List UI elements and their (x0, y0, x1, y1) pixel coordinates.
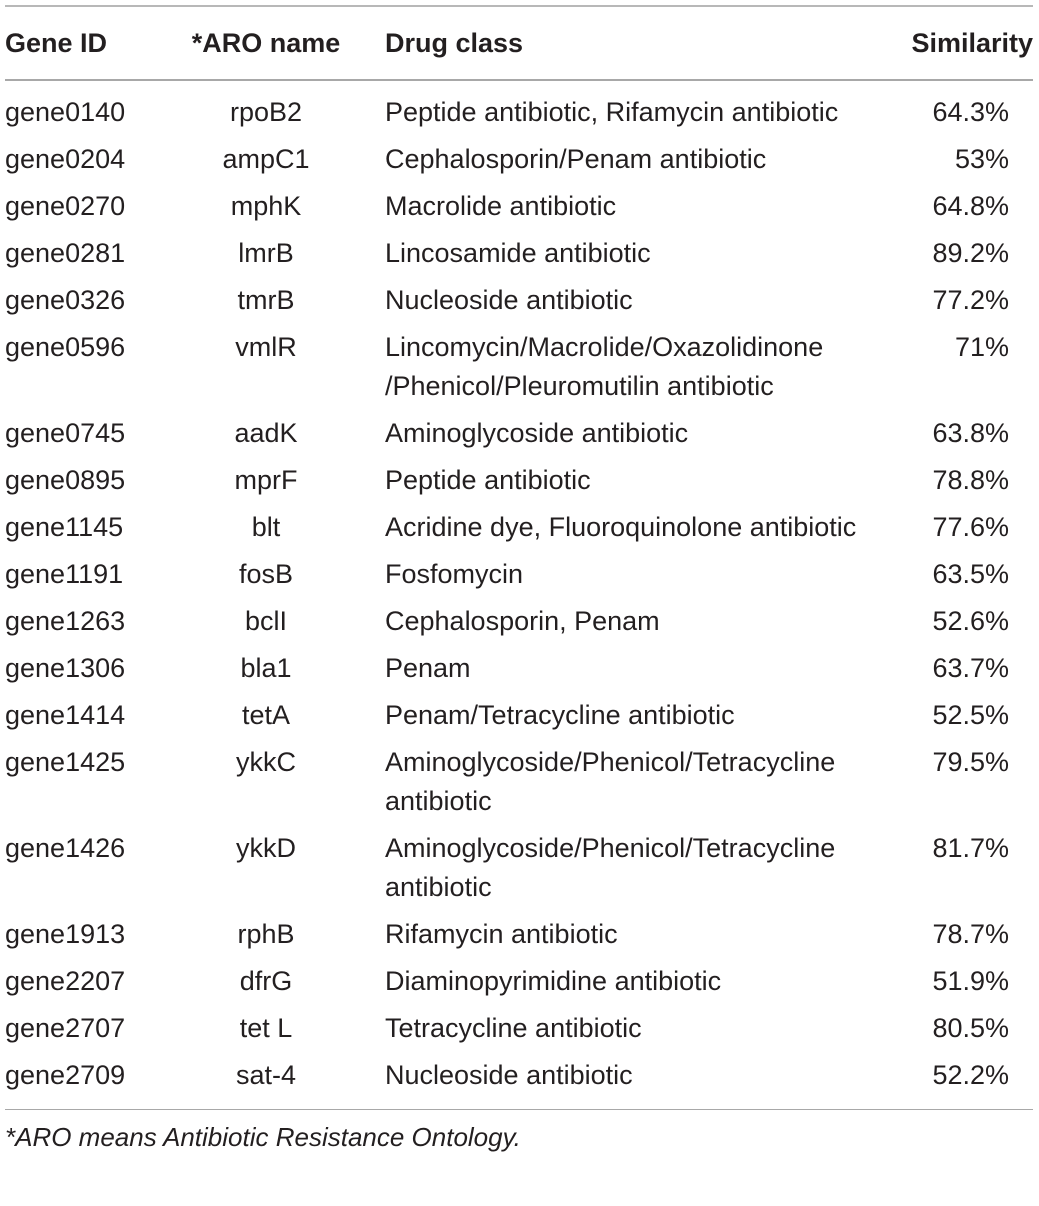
cell-drug-class: Rifamycin antibiotic (385, 918, 618, 949)
table-row (5, 461, 1033, 508)
cell-gene-id: gene1145 (5, 511, 124, 542)
cell-gene-id: gene0270 (5, 190, 126, 221)
cell-similarity: 79.5% (932, 746, 1009, 777)
cell-similarity: 52.6% (932, 605, 1009, 636)
cell-aro-name: tetA (241, 699, 291, 730)
cell-aro-name: tet L (239, 1012, 293, 1043)
cell-gene-id: gene1414 (5, 699, 126, 730)
cell-similarity: 71% (954, 331, 1009, 362)
cell-drug-class: Penam (385, 652, 471, 683)
cell-aro-name: sat-4 (235, 1059, 297, 1090)
cell-aro-name: bclI (244, 605, 288, 636)
cell-drug-class: Diaminopyrimidine antibiotic (385, 965, 722, 996)
table-row (5, 187, 1033, 234)
table-row (5, 1009, 1033, 1056)
header-drug-class: Drug class (385, 27, 524, 58)
cell-gene-id: gene2207 (5, 965, 126, 996)
cell-similarity: 89.2% (932, 237, 1009, 268)
table-row (5, 743, 1033, 829)
cell-drug-class: Lincomycin/Macrolide/Oxazolidinone /Phenicol/Pleuromutilin antibiotic (385, 331, 824, 401)
table-row (5, 414, 1033, 461)
cell-drug-class: Penam/Tetracycline antibiotic (385, 699, 735, 730)
cell-aro-name: ykkC (236, 746, 296, 777)
table-row (5, 555, 1033, 602)
cell-similarity: 51.9% (932, 965, 1009, 996)
cell-similarity: 78.8% (932, 464, 1009, 495)
cell-drug-class: Aminoglycoside antibiotic (385, 417, 689, 448)
table-row (5, 328, 1033, 414)
cell-drug-class: Cephalosporin, Penam (385, 605, 660, 636)
cell-similarity: 52.2% (932, 1059, 1009, 1090)
table-row (5, 649, 1033, 696)
cell-gene-id: gene1263 (5, 605, 126, 636)
cell-aro-name: rphB (237, 918, 295, 949)
table-header (5, 7, 1033, 79)
table-container (5, 5, 1033, 1156)
table-body (5, 79, 1033, 1109)
cell-similarity: 80.5% (932, 1012, 1009, 1043)
header-similarity: Similarity (911, 27, 1033, 58)
cell-gene-id: gene0140 (5, 96, 126, 127)
table-row (5, 696, 1033, 743)
cell-drug-class: Fosfomycin (385, 558, 524, 589)
table-footnote: *ARO means Antibiotic Resistance Ontology. (5, 1122, 521, 1152)
cell-gene-id: gene1913 (5, 918, 126, 949)
cell-aro-name: mphK (230, 190, 302, 221)
cell-aro-name: lmrB (238, 237, 294, 268)
cell-similarity: 63.8% (932, 417, 1009, 448)
cell-similarity: 53% (954, 143, 1009, 174)
cell-drug-class: Nucleoside antibiotic (385, 284, 633, 315)
cell-gene-id: gene0326 (5, 284, 126, 315)
table-row (5, 281, 1033, 328)
cell-aro-name: dfrG (239, 965, 293, 996)
cell-gene-id: gene1191 (5, 558, 124, 589)
header-aro-name: *ARO name (191, 27, 341, 58)
cell-drug-class: Peptide antibiotic, Rifamycin antibiotic (385, 96, 839, 127)
cell-drug-class: Aminoglycoside/Phenicol/Tetracycline antibiotic (385, 832, 836, 902)
cell-aro-name: blt (251, 511, 281, 542)
cell-aro-name: aadK (234, 417, 298, 448)
table-row (5, 1056, 1033, 1109)
cell-drug-class: Macrolide antibiotic (385, 190, 617, 221)
cell-gene-id: gene1425 (5, 746, 126, 777)
header-gene-id: Gene ID (5, 27, 108, 58)
cell-aro-name: ampC1 (222, 143, 310, 174)
cell-similarity: 64.3% (932, 96, 1009, 127)
cell-drug-class: Nucleoside antibiotic (385, 1059, 633, 1090)
cell-drug-class: Lincosamide antibiotic (385, 237, 651, 268)
table-row (5, 81, 1033, 140)
cell-gene-id: gene0281 (5, 237, 126, 268)
cell-drug-class: Aminoglycoside/Phenicol/Tetracycline antibiotic (385, 746, 836, 816)
cell-drug-class: Peptide antibiotic (385, 464, 591, 495)
table-row (5, 962, 1033, 1009)
cell-similarity: 78.7% (932, 918, 1009, 949)
cell-gene-id: gene0745 (5, 417, 126, 448)
cell-gene-id: gene1306 (5, 652, 126, 683)
cell-similarity: 52.5% (932, 699, 1009, 730)
cell-similarity: 81.7% (932, 832, 1009, 863)
cell-gene-id: gene2707 (5, 1012, 126, 1043)
table-row (5, 602, 1033, 649)
cell-aro-name: bla1 (240, 652, 292, 683)
cell-gene-id: gene0204 (5, 143, 126, 174)
header-row (5, 7, 1033, 79)
cell-drug-class: Tetracycline antibiotic (385, 1012, 642, 1043)
table-row (5, 915, 1033, 962)
cell-aro-name: tmrB (237, 284, 295, 315)
table-row (5, 829, 1033, 915)
cell-drug-class: Cephalosporin/Penam antibiotic (385, 143, 767, 174)
cell-similarity: 63.7% (932, 652, 1009, 683)
cell-aro-name: mprF (234, 464, 298, 495)
cell-similarity: 64.8% (932, 190, 1009, 221)
cell-aro-name: rpoB2 (229, 96, 303, 127)
cell-aro-name: ykkD (236, 832, 296, 863)
cell-gene-id: gene2709 (5, 1059, 126, 1090)
cell-similarity: 63.5% (932, 558, 1009, 589)
cell-gene-id: gene1426 (5, 832, 126, 863)
cell-aro-name: vmlR (235, 331, 297, 362)
resistance-gene-table (5, 7, 1033, 1109)
table-row (5, 140, 1033, 187)
table-row (5, 508, 1033, 555)
cell-similarity: 77.2% (932, 284, 1009, 315)
cell-gene-id: gene0895 (5, 464, 126, 495)
cell-gene-id: gene0596 (5, 331, 126, 362)
table-row (5, 234, 1033, 281)
cell-aro-name: fosB (238, 558, 294, 589)
cell-drug-class: Acridine dye, Fluoroquinolone antibiotic (385, 511, 857, 542)
cell-similarity: 77.6% (932, 511, 1009, 542)
